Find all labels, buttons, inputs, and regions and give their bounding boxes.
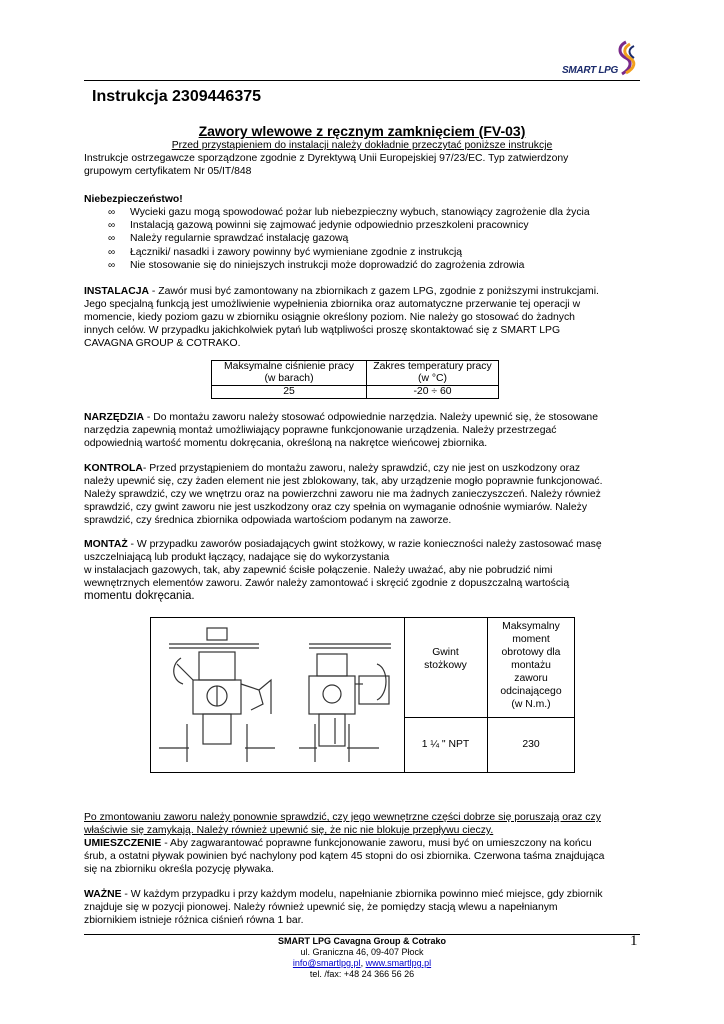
kontrola-paragraph: KONTROLA- Przed przystąpieniem do montażu zaworu, należy sprawdzić, czy nie jest on uszkodzony oraz należy upewnić się, czy żaden element nie jest zblokowany, tak, aby urządzenie mogło poprawnie funkcjonować. Należy sprawdzić, czy we wnętrzu oraz na powierzchni zaworu nie ma żadnych zanieczyszczeń. Należy również sprawdzić, czy gwint zaworu nie jest uszkodzony oraz czy spełnia on wymaganie odnośnie wymiarów. Należy sprawdzić, czy średnica zbiornika odpowiada wartościom podanym na zaworze. — [84, 463, 603, 526]
torque-value: 230 — [522, 739, 540, 750]
danger-list — [108, 206, 638, 272]
footer: SMART LPG Cavagna Group & Cotrako ul. Graniczna 46, 09-407 Płock info@smartlpg.pl, www.smartlpg.pl tel. /fax: +48 24 366 56 26 — [84, 936, 640, 980]
umieszczenie-label: UMIESZCZENIE — [84, 838, 162, 849]
list-item: ∞ Łączniki/ nasadki i zawory powinny być wymieniane zgodnie z instrukcją — [108, 246, 463, 258]
list-item: ∞ Nie stosowanie się do niniejszych instrukcji może doprowadzić do zagrożenia zdrowia — [108, 259, 525, 271]
wazne-label: WAŻNE — [84, 889, 122, 900]
footer-phone: tel. /fax: +48 24 366 56 26 — [309, 969, 415, 979]
kontrola-label: KONTROLA — [84, 463, 143, 474]
document-title: Instrukcja 2309446375 — [92, 88, 262, 105]
infinity-bullet-icon: ∞ — [108, 233, 116, 245]
danger-heading: Niebezpieczeństwo! — [84, 194, 183, 205]
list-item: ∞ Instalacją gazową powinni się zajmować jedynie odpowiednio przeszkoleni pracownicy — [108, 220, 529, 232]
page-number: 1 — [630, 933, 638, 949]
header-rule — [84, 80, 640, 81]
intro-line: Instrukcje ostrzegawcze sporządzone zgodnie z Dyrektywą Unii Europejskiej 97/23/EC. Typ zatwierdzony — [84, 153, 569, 164]
intro-block — [84, 139, 640, 178]
infinity-bullet-icon: ∞ — [108, 220, 116, 232]
torque-table — [150, 617, 575, 773]
footer-address: ul. Graniczna 46, 09-407 Płock — [300, 947, 424, 957]
website-link[interactable]: www.smartlpg.pl — [365, 958, 432, 968]
infinity-bullet-icon: ∞ — [108, 259, 116, 271]
pressure-value: 25 — [212, 386, 367, 399]
list-item: ∞ Wycieki gazu mogą spowodować pożar lub niebezpieczny wybuch, stanowiący zagrożenie dla życia — [108, 207, 590, 218]
smart-lpg-logo — [560, 40, 650, 80]
infinity-bullet-icon: ∞ — [108, 207, 116, 218]
montaz-paragraph: MONTAŻ - W przypadku zaworów posiadających gwint stożkowy, w razie konieczności należy zastosować masę uszczelniającą lub produkt łączący, nadające się do wykorzystania w instalacjach gazowych, tak, aby zapewnić ścisłe połączenie. Należy uważać, aby nie pobrudzić nimi wewnętrznych elementów zaworu. Zawór należy zamontować i skręcić zgodnie z dopuszczalną wartością momentu dokręcania. — [84, 539, 602, 602]
montaz-label: MONTAŻ — [84, 539, 128, 550]
wazne-paragraph: WAŻNE - W każdym przypadku i przy każdym modelu, napełnianie zbiornika powinno mieć miejsce, gdy zbiornik znajduje się w pozycji pionowej. Należy również upewnić się, że pomiędzy stacją wlewu a napełnianym zbiornikiem istnieje różnica ciśnień równa 1 bar. — [84, 889, 603, 926]
instalacja-paragraph: INSTALACJA - Zawór musi być zamontowany na zbiornikach z gazem LPG, zgodnie z poniższymi instrukcjami. Jego specjalną funkcją jest umożliwienie wypełnienia zbiornika oraz automatyczne przerwanie tej operacji w momencie, kiedy poziom gazu w zbiorniku osiągnie określony poziom. Nie należy go stosować do żadnych innych celów. W przypadku jakichkolwiek pytań lub wątpliwości proszę skontaktować się z SMART LPG CAVAGNA GROUP & COTRAKO. — [84, 286, 599, 349]
footer-company: SMART LPG Cavagna Group & Cotrako — [277, 936, 447, 946]
narzedzia-label: NARZĘDZIA — [84, 412, 145, 423]
thread-header: Gwint stożkowy — [424, 647, 467, 671]
footer-rule — [84, 934, 640, 935]
spec-table — [211, 360, 499, 399]
intro-line: grupowym certyfikatem Nr 05/IT/848 — [84, 166, 252, 177]
thread-value: 1 ¼ " NPT — [421, 739, 470, 750]
temperature-header: Zakres temperatury pracy (w °C) — [367, 361, 499, 386]
email-link[interactable]: info@smartlpg.pl — [292, 958, 361, 968]
intro-warning: Przed przystąpieniem do instalacji należy dokładnie przeczytać poniższe instrukcje — [171, 140, 553, 151]
instalacja-label: INSTALACJA — [84, 286, 150, 297]
logo-text: SMART LPG — [562, 65, 619, 76]
temperature-value: -20 ÷ 60 — [367, 386, 499, 399]
narzedzia-paragraph: NARZĘDZIA - Do montażu zaworu należy stosować odpowiednie narzędzia. Należy upewnić się, że stosowane narzędzia zapewnią montaż umożliwiający poprawne funkcjonowanie urządzenia. Należy przestrzegać odpowiednią wartość momentu dokręcania, określoną na nakrętce wieńcowej zbiornika. — [84, 412, 598, 449]
infinity-bullet-icon: ∞ — [108, 246, 116, 258]
umieszczenie-paragraph: UMIESZCZENIE - Aby zagwarantować poprawne funkcjonowanie zaworu, musi być on umieszczony na końcu śrub, a ostatni pływak powinien być nachylony pod kątem 45 stopni do osi zbiornika. Czerwona taśma znajdująca się na zbiorniku określa pozycję pływaka. — [84, 838, 605, 875]
list-item: ∞ Należy regularnie sprawdzać instalację gazową — [108, 233, 349, 245]
pressure-header: Maksymalne ciśnienie pracy (w barach) — [212, 361, 367, 386]
valve-drawing-icon — [159, 624, 395, 764]
section-title: Zawory wlewowe z ręcznym zamknięciem (FV-03) — [198, 123, 526, 139]
torque-header: Maksymalny moment obrotowy dla montażu zaworu odcinającego (w N.m.) — [500, 621, 562, 710]
after-mounting-paragraph: Po zmontowaniu zaworu należy ponownie sprawdzić, czy jego wewnętrzne części dobrze się poruszają oraz czy właściwie się zamykają. Należy również upewnić się, że nic nie blokuje przepływu cieczy. — [84, 812, 601, 836]
